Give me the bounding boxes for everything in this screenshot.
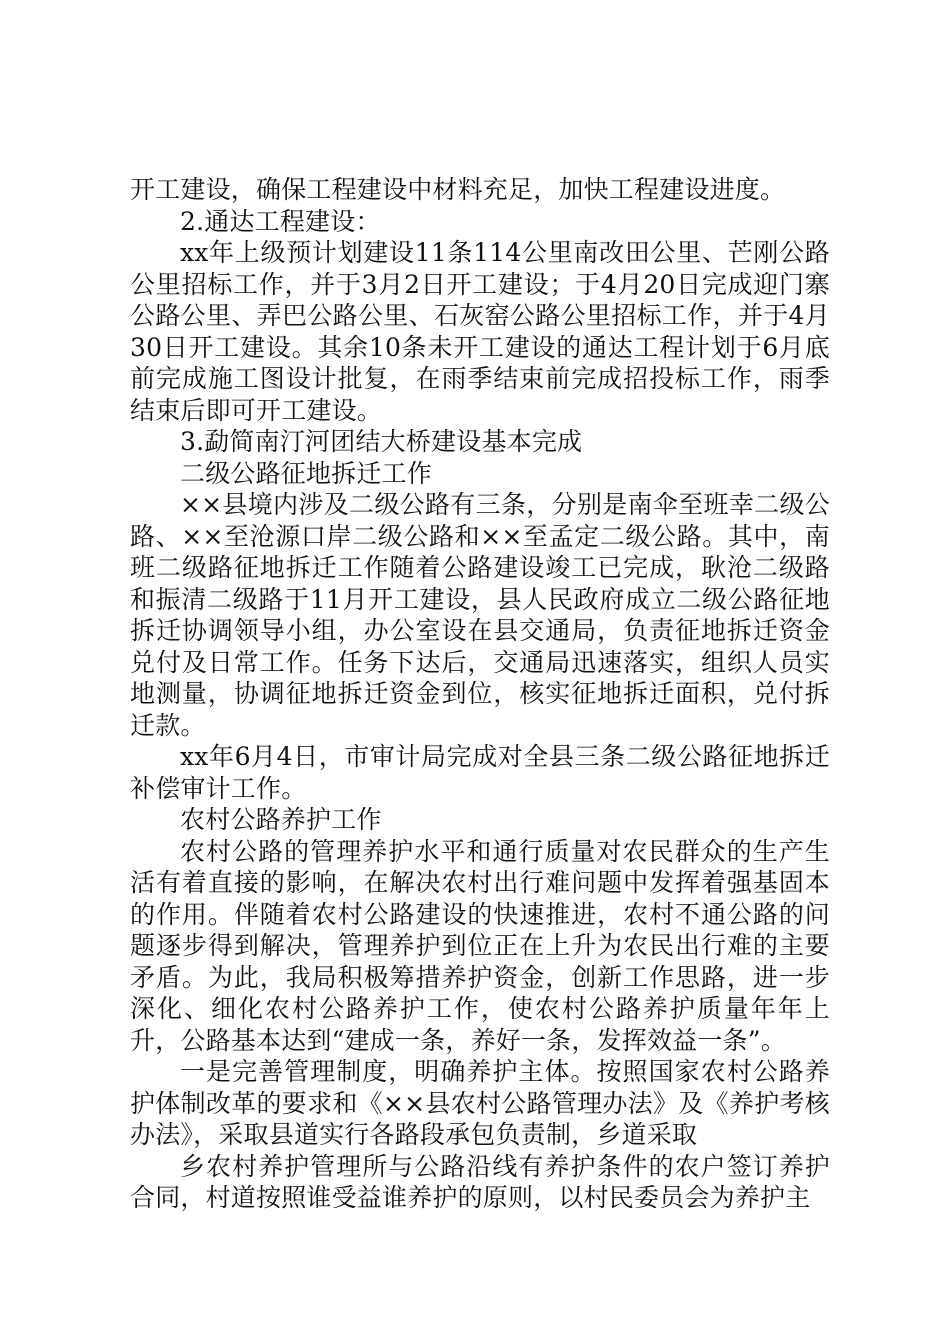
paragraph: xx年6月4日，市审计局完成对全县三条二级公路征地拆迁补偿审计工作。	[130, 742, 830, 803]
document-body	[130, 174, 830, 1214]
paragraph: ××县境内涉及二级公路有三条，分别是南伞至班幸二级公路、××至沧源口岸二级公路和××至孟定二级公路。其中，南班二级路征地拆迁工作随着公路建设竣工已完成，耿沧二级路和振清二级路于11月开工建设，县人民政府成立二级公路征地拆迁协调领导小组，办公室设在县交通局，负责征地拆迁资金兑付及日常工作。任务下达后，交通局迅速落实，组织人员实地测量，协调征地拆迁资金到位，核实征地拆迁面积，兑付拆迁款。	[130, 490, 830, 740]
paragraph: 一是完善管理制度，明确养护主体。按照国家农村公路养护体制改革的要求和《××县农村公路管理办法》及《养护考核办法》，采取县道实行各路段承包负责制，乡道采取	[130, 1057, 830, 1149]
section-heading: 二级公路征地拆迁工作	[180, 458, 433, 488]
paragraph: xx年上级预计划建设11条114公里南改田公里、芒刚公路公里招标工作，并于3月2日开工建设；于4月20日完成迎门寨公路公里、弄巴公路公里、石灰窑公路公里招标工作，并于4月30日开工建设。其余10条未开工建设的通达工程计划于6月底前完成施工图设计批复，在雨季结束前完成招投标工作，雨季结束后即可开工建设。	[130, 238, 830, 425]
paragraph: 农村公路的管理养护水平和通行质量对农民群众的生产生活有着直接的影响，在解决农村出行难问题中发挥着强基固本的作用。伴随着农村公路建设的快速推进，农村不通公路的问题逐步得到解决，管理养护到位正在上升为农民出行难的主要矛盾。为此，我局积极筹措养护资金，创新工作思路，进一步深化、细化农村公路养护工作，使农村公路养护质量年年上升，公路基本达到“建成一条，养好一条，发挥效益一条”。	[130, 836, 830, 1055]
paragraph: 开工建设，确保工程建设中材料充足，加快工程建设进度。	[130, 175, 786, 204]
paragraph: 2.通达工程建设：	[180, 206, 381, 236]
paragraph: 3.勐简南汀河团结大桥建设基本完成	[180, 427, 583, 456]
section-heading: 农村公路养护工作	[180, 805, 382, 834]
paragraph: 乡农村养护管理所与公路沿线有养护条件的农户签订养护合同，村道按照谁受益谁养护的原则，以村民委员会为养护主	[130, 1151, 830, 1212]
